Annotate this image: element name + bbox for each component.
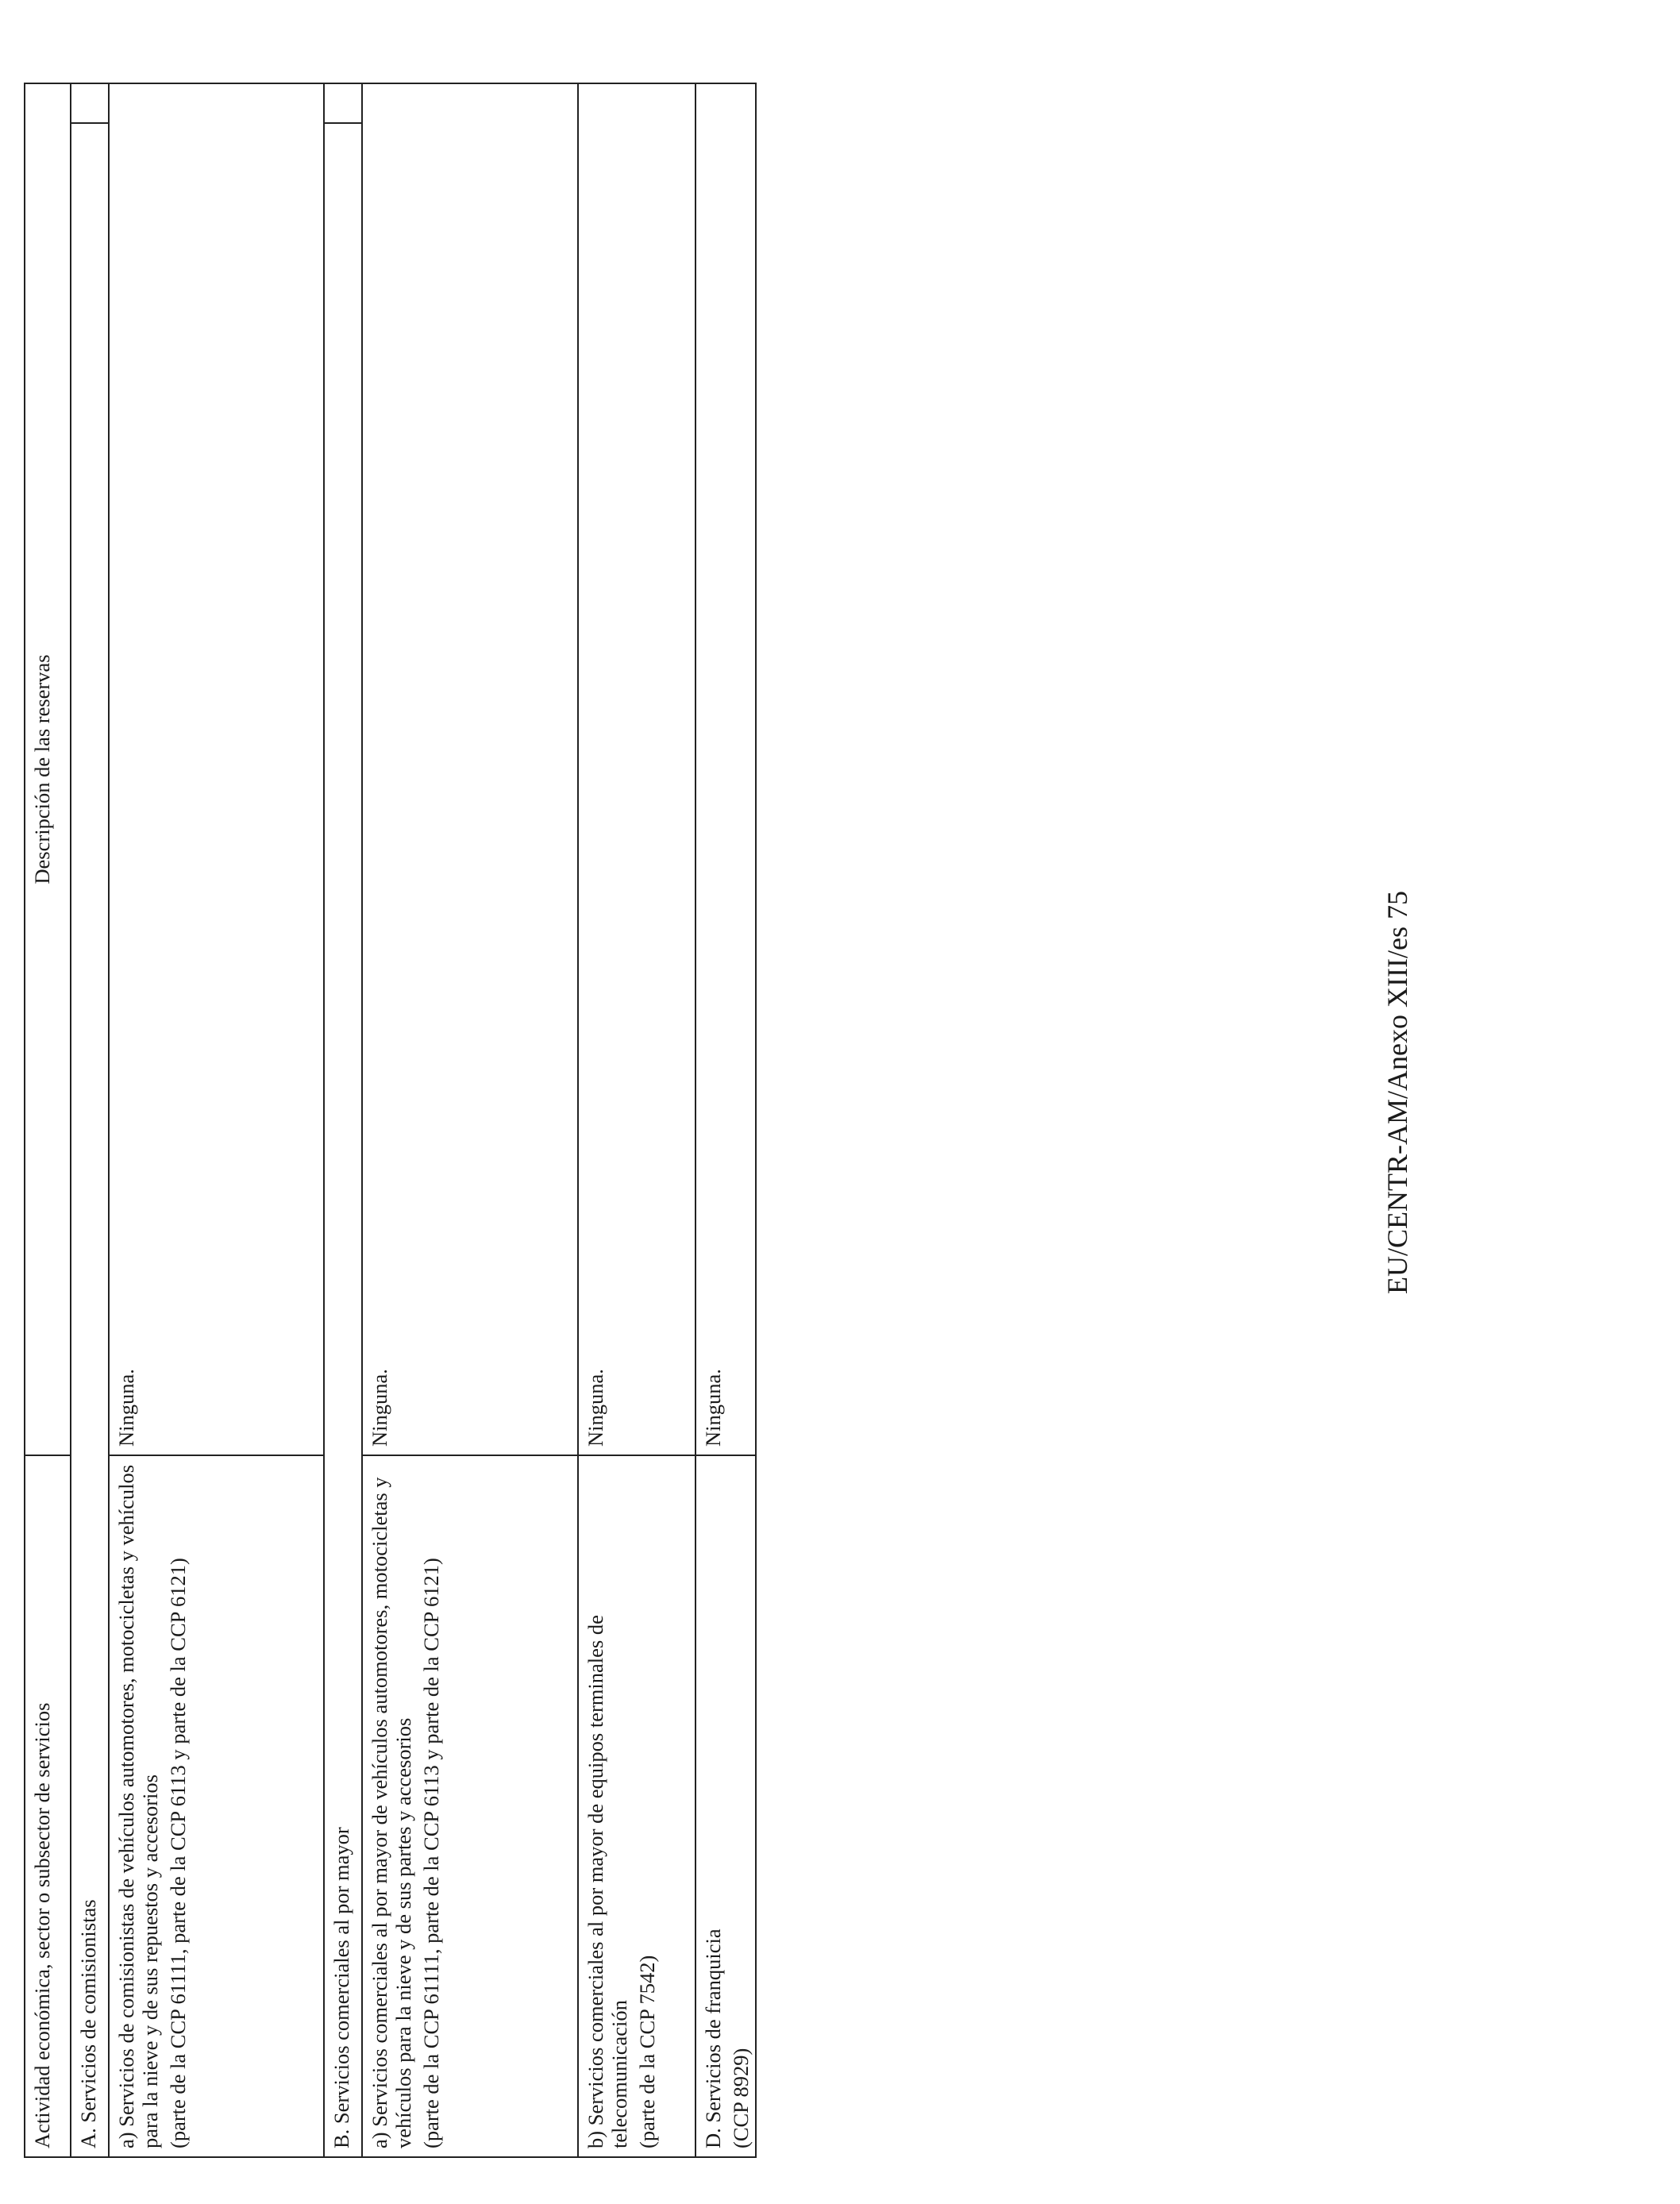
- section-tail-b: [325, 84, 361, 124]
- table-row: [579, 84, 696, 2156]
- reservations-table: [24, 83, 757, 2158]
- section-title-a: A. Servicios de comisionistas: [76, 1899, 100, 2148]
- section-row-a: [71, 84, 110, 2156]
- header-activity: Actividad económica, sector o subsector de servicios: [30, 1702, 54, 2148]
- section-title-b: B. Servicios comerciales al por mayor: [329, 1827, 353, 2148]
- row-reservation-d: Ninguna.: [696, 84, 757, 1456]
- row-activity-d: D. Servicios de franquicia (CCP 8929): [701, 1929, 753, 2148]
- section-row-b: [325, 84, 363, 2156]
- row-reservation-b1: Ninguna.: [363, 84, 577, 1456]
- table-row: [696, 84, 757, 2156]
- row-activity-a1: a) Servicios de comisionistas de vehículos automotores, motocicletas y vehículos para la nieve y de sus repuestos y accesorios (parte de la CCP 61111, parte de la CCP 6113 y parte de la CCP 6121): [114, 1464, 190, 2148]
- header-reservations: Descripción de las reservas: [25, 84, 70, 1456]
- table-header-row: [25, 84, 71, 2156]
- row-reservation-a1: Ninguna.: [110, 84, 323, 1456]
- row-reservation-b2: Ninguna.: [579, 84, 695, 1456]
- row-activity-b2: b) Servicios comerciales al por mayor de equipos terminales de telecomunicación (parte de la CCP 7542): [584, 1615, 659, 2148]
- page-footer-reference: EU/CENTR-AM/Anexo XIII/es 75: [1381, 891, 1413, 1294]
- row-activity-b1: a) Servicios comerciales al por mayor de vehículos automotores, motocicletas y vehículos para la nieve y de sus partes y accesorios (parte de la CCP 61111, parte de la CCP 6113 y parte de la CCP 6121): [368, 1477, 443, 2148]
- table-row: [363, 84, 579, 2156]
- section-tail-a: [71, 84, 108, 124]
- table-row: [110, 84, 325, 2156]
